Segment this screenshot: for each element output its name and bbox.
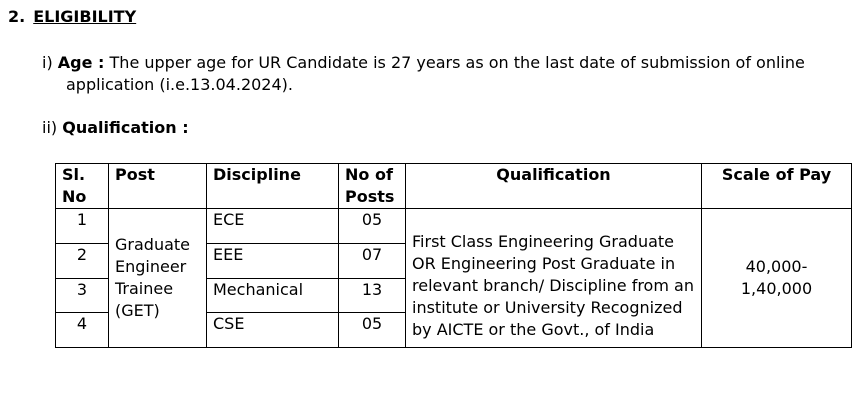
sl-cell: 2: [56, 243, 109, 278]
qualification-cell: First Class Engineering Graduate OR Engineering Post Graduate in relevant branch/ Discipline from an institute or University Recognized by AICTE or the Govt., of India: [406, 209, 702, 348]
age-text-line1: The upper age for UR Candidate is 27 years as on the last date of submission of online: [109, 53, 805, 72]
scale-of-pay-cell: 40,000- 1,40,000: [702, 209, 852, 348]
eligibility-table: [55, 163, 852, 348]
header-no-of-posts: No of Posts: [339, 164, 406, 209]
age-criteria: [42, 52, 852, 96]
posts-cell: 05: [339, 209, 406, 244]
discipline-cell: CSE: [207, 313, 339, 348]
section-title: ELIGIBILITY: [33, 7, 137, 26]
posts-cell: 05: [339, 313, 406, 348]
qualification-label: Qualification :: [62, 118, 189, 137]
table-row: [56, 209, 852, 244]
discipline-cell: ECE: [207, 209, 339, 244]
posts-cell: 07: [339, 243, 406, 278]
header-qualification: Qualification: [406, 164, 702, 209]
sl-cell: 4: [56, 313, 109, 348]
discipline-cell: EEE: [207, 243, 339, 278]
section-heading: [8, 7, 136, 26]
header-scale-of-pay: Scale of Pay: [702, 164, 852, 209]
qualification-marker: ii): [42, 118, 58, 137]
sl-cell: 3: [56, 278, 109, 313]
posts-cell: 13: [339, 278, 406, 313]
age-marker: i): [42, 53, 53, 72]
post-cell: Graduate Engineer Trainee (GET): [109, 209, 207, 348]
age-text-line2: application (i.e.13.04.2024).: [66, 75, 293, 94]
age-label: Age :: [57, 53, 105, 72]
sl-cell: 1: [56, 209, 109, 244]
qualification-heading: [42, 118, 189, 137]
header-discipline: Discipline: [207, 164, 339, 209]
header-sl-no: Sl. No: [56, 164, 109, 209]
section-number: 2.: [8, 7, 26, 26]
discipline-cell: Mechanical: [207, 278, 339, 313]
header-post: Post: [109, 164, 207, 209]
